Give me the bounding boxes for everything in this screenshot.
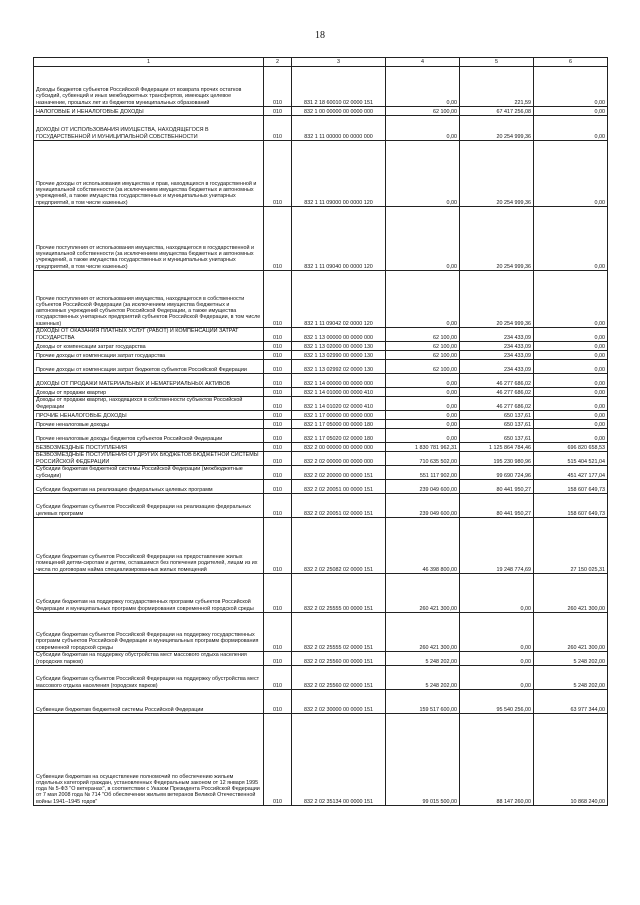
row-kbk: 832 1 13 00000 00 0000 000 [292,328,386,342]
row-col6-value: 260 421 300,00 [534,574,608,613]
row-code: 010 [264,714,292,806]
table-row [34,374,608,388]
header-cell: 1 [34,58,264,67]
table-row [34,342,608,351]
table-row [34,271,608,328]
header-cell: 6 [534,58,608,67]
row-kbk: 832 1 11 09040 00 0000 120 [292,207,386,271]
row-col5-value: 0,00 [460,666,534,690]
row-col4-value: 62 100,00 [386,360,460,374]
table-row [34,360,608,374]
row-col5-value: 20 254 999,36 [460,141,534,207]
row-col4-value: 62 100,00 [386,328,460,342]
header-cell: 3 [292,58,386,67]
row-col4-value: 1 830 781 962,31 [386,443,460,452]
table-row [34,613,608,652]
row-col5-value: 80 441 950,27 [460,494,534,518]
row-code: 010 [264,67,292,107]
table-row [34,397,608,411]
row-col5-value: 19 248 774,69 [460,518,534,574]
row-name: Субвенции бюджетам бюджетной системы Российской Федерации [34,690,264,714]
row-code: 010 [264,271,292,328]
row-col6-value: 0,00 [534,374,608,388]
table-row [34,429,608,443]
row-col5-value: 650 137,61 [460,429,534,443]
row-kbk: 832 1 17 05000 00 0000 180 [292,420,386,429]
row-kbk: 832 2 02 25560 02 0000 151 [292,666,386,690]
row-col6-value: 0,00 [534,360,608,374]
row-col6-value: 0,00 [534,141,608,207]
page-number: 18 [315,30,325,41]
revenue-table [33,57,608,806]
row-name: ДОХОДЫ ОТ ИСПОЛЬЗОВАНИЯ ИМУЩЕСТВА, НАХОДЯЩЕГОСЯ В ГОСУДАРСТВЕННОЙ И МУНИЦИПАЛЬНОЙ СОБСТВЕННОСТИ [34,116,264,141]
table-row [34,690,608,714]
row-col4-value: 260 421 300,00 [386,574,460,613]
row-code: 010 [264,351,292,360]
row-code: 010 [264,420,292,429]
row-name: ДОХОДЫ ОТ ОКАЗАНИЯ ПЛАТНЫХ УСЛУГ (РАБОТ) И КОМПЕНСАЦИИ ЗАТРАТ ГОСУДАРСТВА [34,328,264,342]
row-col4-value: 0,00 [386,374,460,388]
row-kbk: 831 2 18 60010 02 0000 151 [292,67,386,107]
row-col5-value: 650 137,61 [460,420,534,429]
row-code: 010 [264,429,292,443]
row-col5-value: 195 230 980,96 [460,452,534,466]
row-kbk: 832 2 02 25082 02 0000 151 [292,518,386,574]
table-row [34,652,608,666]
row-name: Прочие неналоговые доходы бюджетов субъектов Российской Федерации [34,429,264,443]
row-code: 010 [264,374,292,388]
table-row [34,107,608,116]
row-col5-value: 80 441 950,27 [460,480,534,494]
row-col4-value: 0,00 [386,420,460,429]
row-col6-value: 0,00 [534,342,608,351]
row-code: 010 [264,411,292,420]
row-kbk: 832 2 02 30000 00 0000 151 [292,690,386,714]
row-col4-value: 239 049 600,00 [386,480,460,494]
row-kbk: 832 1 11 09000 00 0000 120 [292,141,386,207]
row-code: 010 [264,452,292,466]
row-col5-value: 99 690 724,96 [460,466,534,480]
row-col6-value: 158 607 649,73 [534,494,608,518]
row-col6-value: 515 404 521,04 [534,452,608,466]
table-row [34,141,608,207]
table-row [34,494,608,518]
row-col5-value: 46 277 686,02 [460,397,534,411]
row-kbk: 832 1 14 00000 00 0000 000 [292,374,386,388]
row-code: 010 [264,518,292,574]
table-row [34,328,608,342]
row-kbk: 832 1 14 01020 02 0000 410 [292,397,386,411]
table-row [34,574,608,613]
row-kbk: 832 1 11 09042 02 0000 120 [292,271,386,328]
row-code: 010 [264,141,292,207]
row-kbk: 832 2 02 00000 00 0000 000 [292,452,386,466]
row-col4-value: 99 015 500,00 [386,714,460,806]
row-col5-value: 46 277 686,02 [460,388,534,397]
row-name: Субсидии бюджетам на поддержку государственных программ субъектов Российской Федерации и муниципальных программ формирования современной городской среды [34,574,264,613]
table-row [34,714,608,806]
row-name: Субсидии бюджетам на поддержку обустройства мест массового отдыха населения (городских парков) [34,652,264,666]
row-col5-value: 20 254 999,36 [460,271,534,328]
row-code: 010 [264,397,292,411]
row-col4-value: 0,00 [386,141,460,207]
row-kbk: 832 1 17 05020 02 0000 180 [292,429,386,443]
row-name: БЕЗВОЗМЕЗДНЫЕ ПОСТУПЛЕНИЯ [34,443,264,452]
row-kbk: 832 2 02 20051 02 0000 151 [292,494,386,518]
row-col6-value: 451 427 177,04 [534,466,608,480]
row-col6-value: 5 248 202,00 [534,652,608,666]
row-col4-value: 46 398 800,00 [386,518,460,574]
row-col6-value: 27 150 025,31 [534,518,608,574]
row-col5-value: 234 433,09 [460,342,534,351]
row-col5-value: 0,00 [460,613,534,652]
row-name: Субсидии бюджетам бюджетной системы Российской Федерации (межбюджетные субсидии) [34,466,264,480]
row-code: 010 [264,666,292,690]
table-row [34,518,608,574]
table-row [34,116,608,141]
row-name: Прочие неналоговые доходы [34,420,264,429]
row-col4-value: 239 049 600,00 [386,494,460,518]
row-col5-value: 95 540 256,00 [460,690,534,714]
row-col5-value: 0,00 [460,574,534,613]
row-name: НАЛОГОВЫЕ И НЕНАЛОГОВЫЕ ДОХОДЫ [34,107,264,116]
row-col4-value: 62 100,00 [386,351,460,360]
header-cell: 2 [264,58,292,67]
table-row [34,666,608,690]
row-col4-value: 260 421 300,00 [386,613,460,652]
row-col6-value: 0,00 [534,116,608,141]
row-col5-value: 221,59 [460,67,534,107]
row-col4-value: 62 100,00 [386,342,460,351]
row-col6-value: 0,00 [534,67,608,107]
row-name: Прочие доходы от компенсации затрат государства [34,351,264,360]
row-kbk: 832 2 02 20000 00 0000 151 [292,466,386,480]
row-code: 010 [264,480,292,494]
row-kbk: 832 2 00 00000 00 0000 000 [292,443,386,452]
row-col4-value: 0,00 [386,271,460,328]
row-col5-value: 67 417 256,08 [460,107,534,116]
row-col4-value: 0,00 [386,429,460,443]
row-code: 010 [264,388,292,397]
row-name: Доходы от продажи квартир [34,388,264,397]
row-name: Субсидии бюджетам субъектов Российской Федерации на предоставление жилых помещений детям-сиротам и детям, оставшимся без попечения родителей, лицам из их числа по договорам найма специализированных жилых помещений [34,518,264,574]
row-code: 010 [264,443,292,452]
row-col5-value: 234 433,09 [460,360,534,374]
table-row [34,452,608,466]
row-col6-value: 0,00 [534,207,608,271]
table-row [34,420,608,429]
row-code: 010 [264,116,292,141]
row-col6-value: 696 820 658,53 [534,443,608,452]
row-col6-value: 260 421 300,00 [534,613,608,652]
row-col4-value: 5 248 202,00 [386,652,460,666]
row-name: Прочие поступления от использования имущества, находящегося в собственности субъектов Российской Федерации (за исключением имущества бюджетных и автономных учреждений субъектов Российской Федерации, а также имущества государственных унитарных предприятий субъектов Российской Федерации, в том числе казенных) [34,271,264,328]
row-kbk: 832 1 13 02990 00 0000 130 [292,351,386,360]
row-code: 010 [264,328,292,342]
row-col5-value: 20 254 999,36 [460,116,534,141]
header-cell: 4 [386,58,460,67]
row-kbk: 832 1 13 02992 02 0000 130 [292,360,386,374]
row-kbk: 832 2 02 25555 00 0000 151 [292,574,386,613]
row-kbk: 832 2 02 25560 00 0000 151 [292,652,386,666]
row-name: ПРОЧИЕ НЕНАЛОГОВЫЕ ДОХОДЫ [34,411,264,420]
table-row [34,443,608,452]
table-row [34,466,608,480]
row-col6-value: 5 248 202,00 [534,666,608,690]
row-col5-value: 88 147 260,00 [460,714,534,806]
row-col6-value: 0,00 [534,388,608,397]
row-kbk: 832 1 14 01000 00 0000 410 [292,388,386,397]
row-col4-value: 159 517 600,00 [386,690,460,714]
row-col4-value: 0,00 [386,388,460,397]
row-code: 010 [264,360,292,374]
row-code: 010 [264,690,292,714]
row-col6-value: 0,00 [534,397,608,411]
row-col4-value: 62 100,00 [386,107,460,116]
table-row [34,351,608,360]
row-col6-value: 0,00 [534,420,608,429]
row-name: Субвенции бюджетам на осуществление полномочий по обеспечению жильем отдельных категорий граждан, установленных Федеральным законом от 12 января 1995 года № 5-ФЗ "О ветеранах", в соответствии с Указом Президента Российской Федерации от 7 мая 2008 года № 714 "Об обеспечении жильем ветеранов Великой Отечественной войны 1941–1945 годов" [34,714,264,806]
row-code: 010 [264,574,292,613]
row-col6-value: 0,00 [534,271,608,328]
row-col6-value: 0,00 [534,411,608,420]
header-row [34,58,608,67]
row-name: Субсидии бюджетам субъектов Российской Федерации на поддержку обустройства мест массового отдыха населения (городских парков) [34,666,264,690]
row-col5-value: 1 125 864 784,46 [460,443,534,452]
row-name: Субсидии бюджетам субъектов Российской Федерации на поддержку государственных программ субъектов Российской Федерации и муниципальных программ формирования современной городской среды [34,613,264,652]
row-name: Субсидии бюджетам на реализацию федеральных целевых программ [34,480,264,494]
row-col4-value: 710 635 502,00 [386,452,460,466]
row-name: Прочие доходы от компенсации затрат бюджетов субъектов Российской Федерации [34,360,264,374]
row-col5-value: 46 277 686,02 [460,374,534,388]
row-code: 010 [264,613,292,652]
table-row [34,411,608,420]
row-code: 010 [264,207,292,271]
row-col6-value: 0,00 [534,351,608,360]
row-kbk: 832 2 02 35134 00 0000 151 [292,714,386,806]
row-col4-value: 0,00 [386,67,460,107]
row-code: 010 [264,494,292,518]
row-col4-value: 0,00 [386,207,460,271]
table-row [34,207,608,271]
row-kbk: 832 2 02 25555 02 0000 151 [292,613,386,652]
row-name: Доходы бюджетов субъектов Российской Федерации от возврата прочих остатков субсидий, субвенций и иных межбюджетных трансфертов, имеющих целевое назначение, прошлых лет из бюджетов муниципальных образований [34,67,264,107]
row-kbk: 832 1 17 00000 00 0000 000 [292,411,386,420]
row-name: Доходы от продажи квартир, находящихся в собственности субъектов Российской Федерации [34,397,264,411]
row-name: БЕЗВОЗМЕЗДНЫЕ ПОСТУПЛЕНИЯ ОТ ДРУГИХ БЮДЖЕТОВ БЮДЖЕТНОЙ СИСТЕМЫ РОССИЙСКОЙ ФЕДЕРАЦИИ [34,452,264,466]
row-col6-value: 158 607 649,73 [534,480,608,494]
row-col5-value: 234 433,09 [460,351,534,360]
header-cell: 5 [460,58,534,67]
table-row [34,67,608,107]
row-col6-value: 10 868 240,00 [534,714,608,806]
table-row [34,388,608,397]
row-kbk: 832 1 13 02000 00 0000 130 [292,342,386,351]
row-col4-value: 5 248 202,00 [386,666,460,690]
row-col6-value: 0,00 [534,328,608,342]
row-col5-value: 650 137,61 [460,411,534,420]
row-code: 010 [264,342,292,351]
row-name: Прочие доходы от использования имущества и прав, находящихся в государственной и муниципальной собственности (за исключением имущества бюджетных и автономных учреждений, а также имущества государственных и муниципальных унитарных предприятий, в том числе казенных) [34,141,264,207]
row-col5-value: 234 433,09 [460,328,534,342]
row-name: Доходы от компенсации затрат государства [34,342,264,351]
row-col5-value: 0,00 [460,652,534,666]
table-row [34,480,608,494]
row-col4-value: 0,00 [386,116,460,141]
row-name: ДОХОДЫ ОТ ПРОДАЖИ МАТЕРИАЛЬНЫХ И НЕМАТЕРИАЛЬНЫХ АКТИВОВ [34,374,264,388]
row-kbk: 832 1 00 00000 00 0000 000 [292,107,386,116]
row-name: Субсидии бюджетам субъектов Российской Федерации на реализацию федеральных целевых программ [34,494,264,518]
row-col4-value: 551 117 902,00 [386,466,460,480]
row-col4-value: 0,00 [386,411,460,420]
row-code: 010 [264,466,292,480]
row-code: 010 [264,652,292,666]
row-col6-value: 63 977 344,00 [534,690,608,714]
row-code: 010 [264,107,292,116]
row-col5-value: 20 254 999,36 [460,207,534,271]
row-col6-value: 0,00 [534,107,608,116]
row-kbk: 832 2 02 20051 00 0000 151 [292,480,386,494]
row-col4-value: 0,00 [386,397,460,411]
row-name: Прочие поступления от использования имущества, находящегося в государственной и муниципальной собственности (за исключением имущества бюджетных и автономных учреждений, а также имущества государственных и муниципальных унитарных предприятий, в том числе казенных) [34,207,264,271]
row-col6-value: 0,00 [534,429,608,443]
row-kbk: 832 1 11 00000 00 0000 000 [292,116,386,141]
